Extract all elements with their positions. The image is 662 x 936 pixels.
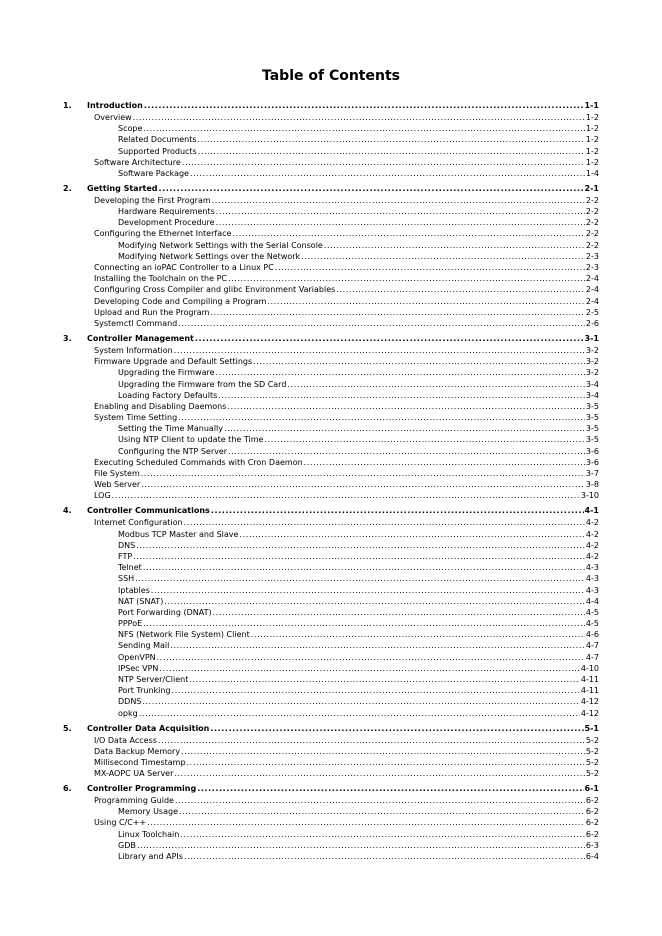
dot-leader xyxy=(197,783,583,795)
toc-entry[interactable] xyxy=(63,708,599,719)
dot-leader xyxy=(184,851,585,862)
toc-page-number: 4-3 xyxy=(585,585,599,595)
toc-entry-title: Setting the Time Manually xyxy=(118,424,224,434)
toc-entry[interactable] xyxy=(63,585,599,596)
toc-entry[interactable] xyxy=(63,379,599,390)
toc-page-number: 2-3 xyxy=(585,251,599,261)
toc-entry-title: Developing Code and Compiling a Program xyxy=(94,296,267,306)
toc-entry-title: PPPoE xyxy=(118,619,143,629)
toc-page-number: 2-2 xyxy=(585,218,599,228)
toc-page-number: 3-5 xyxy=(585,424,599,434)
toc-page-number: 4-2 xyxy=(585,529,599,539)
toc-entry-title: Using C/C++ xyxy=(94,818,147,828)
toc-entry-title: Data Backup Memory xyxy=(94,746,181,756)
toc-page-number: 3-5 xyxy=(585,413,599,423)
dot-leader xyxy=(178,412,585,423)
toc-page-number: 6-2 xyxy=(585,807,599,817)
toc-page-number: 1-2 xyxy=(585,135,599,145)
toc-entry[interactable] xyxy=(63,618,599,629)
toc-entry[interactable] xyxy=(63,146,599,157)
dot-leader xyxy=(182,157,585,168)
toc-page-number: 5-2 xyxy=(585,735,599,745)
toc-entry-title: Overview xyxy=(94,113,132,122)
toc-entry-title: System Information xyxy=(94,345,173,355)
dot-leader xyxy=(151,585,585,596)
toc-entry-title: Related Documents xyxy=(118,135,197,145)
toc-entry-title: Development Procedure xyxy=(118,218,215,228)
dot-leader xyxy=(137,840,585,851)
toc-entry[interactable] xyxy=(63,318,599,329)
toc-page-number: 4-2 xyxy=(585,518,599,528)
toc-entry[interactable] xyxy=(63,468,599,479)
dot-leader xyxy=(301,251,585,262)
dot-leader xyxy=(216,217,585,228)
toc-page-number: 6-3 xyxy=(585,840,599,850)
dot-leader xyxy=(170,640,585,651)
toc-page-number: 4-12 xyxy=(580,708,599,718)
toc-entry-title: Configuring the Ethernet Interface xyxy=(94,229,232,239)
toc-entry-title: GDB xyxy=(118,840,136,850)
toc-entry-title: NAT (SNAT) xyxy=(118,596,164,606)
toc-entry-title: Modifying Network Settings with the Serial Console xyxy=(118,240,323,250)
toc-entry[interactable] xyxy=(63,685,599,696)
toc-page-number: 4-5 xyxy=(585,619,599,629)
chapter-number: 3. xyxy=(63,333,72,343)
toc-entry[interactable] xyxy=(63,251,599,262)
toc-entry[interactable] xyxy=(63,795,599,806)
toc-entry[interactable] xyxy=(63,757,599,768)
toc-page-number: 2-4 xyxy=(585,274,599,284)
toc-entry[interactable] xyxy=(63,262,599,273)
toc-entry[interactable] xyxy=(63,529,599,540)
toc-entry-title: Modbus TCP Master and Slave xyxy=(118,529,239,539)
toc-page-number: 4-1 xyxy=(584,506,599,516)
toc-entry[interactable] xyxy=(63,746,599,757)
toc-page-number: 2-5 xyxy=(585,307,599,317)
toc-chapter-entry[interactable] xyxy=(63,723,599,735)
dot-leader xyxy=(144,100,584,112)
dot-leader xyxy=(164,596,585,607)
dot-leader xyxy=(159,663,579,674)
toc-entry[interactable] xyxy=(63,434,599,445)
toc-entry-title: Upgrading the Firmware from the SD Card xyxy=(118,379,287,389)
toc-page-number: 2-4 xyxy=(585,285,599,295)
dot-leader xyxy=(147,817,585,828)
toc-entry[interactable] xyxy=(63,296,599,307)
toc-page-number: 6-4 xyxy=(585,852,599,862)
toc-entry-title: Enabling and Disabling Daemons xyxy=(94,401,227,411)
dot-leader xyxy=(178,318,585,329)
toc-entry[interactable] xyxy=(63,240,599,251)
toc-entry-title: MX-AOPC UA Server xyxy=(94,769,174,779)
toc-page-number: 2-1 xyxy=(584,183,599,193)
toc-entry[interactable] xyxy=(63,652,599,663)
dot-leader xyxy=(195,333,584,345)
toc-entry-title: Getting Started xyxy=(87,183,158,193)
dot-leader xyxy=(224,423,585,434)
dot-leader xyxy=(141,479,585,490)
toc-page-number: 3-1 xyxy=(584,333,599,343)
dot-leader xyxy=(133,112,585,123)
chapter-number: 2. xyxy=(63,183,72,193)
dot-leader xyxy=(213,607,585,618)
toc-entry-title: LOG xyxy=(94,491,111,501)
dot-leader xyxy=(216,367,585,378)
toc-entry-title: Software Architecture xyxy=(94,157,181,167)
toc-entry[interactable] xyxy=(63,735,599,746)
toc-entry-title: Controller Data Acquisition xyxy=(87,723,210,733)
toc-entry[interactable] xyxy=(63,663,599,674)
dot-leader xyxy=(159,183,584,195)
chapter-number: 1. xyxy=(63,101,72,110)
toc-entry-title: Supported Products xyxy=(118,146,197,156)
dot-leader xyxy=(324,240,585,251)
toc-page-number: 3-8 xyxy=(585,480,599,490)
toc-chapter-entry[interactable] xyxy=(63,333,599,345)
dot-leader xyxy=(133,551,585,562)
page-title: Table of Contents xyxy=(261,68,400,84)
toc-entry-title: File System xyxy=(94,469,140,479)
toc-entry[interactable] xyxy=(63,123,599,134)
toc-entry-title: Upgrading the Firmware xyxy=(118,368,215,378)
toc-entry-title: Modifying Network Settings over the Network xyxy=(118,251,301,261)
toc-page-number: 5-2 xyxy=(585,769,599,779)
toc-entry-title: Linux Toolchain xyxy=(118,829,180,839)
toc-entry-title: Memory Usage xyxy=(118,807,179,817)
dot-leader xyxy=(136,540,585,551)
toc-entry[interactable] xyxy=(63,134,599,145)
toc-entry[interactable] xyxy=(63,273,599,284)
toc-page-number: 5-2 xyxy=(585,746,599,756)
toc-entry[interactable] xyxy=(63,596,599,607)
toc-entry-title: Upload and Run the Program xyxy=(94,307,210,317)
dot-leader xyxy=(143,123,585,134)
toc-entry-title: opkg xyxy=(118,708,138,718)
dot-leader xyxy=(174,768,585,779)
toc-entry-title: Software Package xyxy=(118,168,189,178)
toc-entry-title: Configuring the NTP Server xyxy=(118,446,228,456)
toc-page-number: 3-6 xyxy=(585,446,599,456)
dot-leader xyxy=(267,296,585,307)
toc-entry[interactable] xyxy=(63,206,599,217)
dot-leader xyxy=(304,457,585,468)
toc-entry[interactable] xyxy=(63,674,599,685)
toc-entry[interactable] xyxy=(63,195,599,206)
toc-entry-title: Port Forwarding (DNAT) xyxy=(118,607,212,617)
toc-page-number: 4-7 xyxy=(585,641,599,651)
toc-entry-title: Loading Factory Defaults xyxy=(118,390,218,400)
toc-entry-title: Library and APIs xyxy=(118,852,183,862)
toc-entry-title: System Time Setting xyxy=(94,413,178,423)
toc-chapter-entry[interactable] xyxy=(63,183,599,195)
toc-page-number: 3-7 xyxy=(585,469,599,479)
toc-page-number: 4-3 xyxy=(585,574,599,584)
toc-page-number: 4-5 xyxy=(585,607,599,617)
toc-page-number: 1-1 xyxy=(584,101,599,110)
toc-entry[interactable] xyxy=(63,228,599,239)
dot-leader xyxy=(181,746,585,757)
toc-entry[interactable] xyxy=(63,540,599,551)
toc-entry-title: Configuring Cross Compiler and glibc Environment Variables xyxy=(94,285,336,295)
toc-entry[interactable] xyxy=(63,490,599,501)
toc-entry[interactable] xyxy=(63,423,599,434)
toc-page-number: 3-10 xyxy=(580,491,599,501)
toc-entry[interactable] xyxy=(63,640,599,651)
dot-leader xyxy=(157,652,585,663)
toc-entry-title: Scope xyxy=(118,124,143,134)
toc-entry[interactable] xyxy=(63,168,599,179)
toc-page-number: 2-2 xyxy=(585,229,599,239)
toc-page-number: 2-2 xyxy=(585,240,599,250)
toc-entry[interactable] xyxy=(63,696,599,707)
toc-page-number: 1-4 xyxy=(585,168,599,178)
toc-page-number: 3-4 xyxy=(585,379,599,389)
dot-leader xyxy=(216,206,585,217)
toc-entry[interactable] xyxy=(63,367,599,378)
toc-entry-title: Web Server xyxy=(94,480,141,490)
toc-page-number: 2-6 xyxy=(585,318,599,328)
toc-entry-title: Introduction xyxy=(87,101,143,110)
toc-entry[interactable] xyxy=(63,112,599,123)
dot-leader xyxy=(187,757,585,768)
dot-leader xyxy=(218,390,585,401)
dot-leader xyxy=(142,696,579,707)
toc-page-number: 5-2 xyxy=(585,757,599,767)
dot-leader xyxy=(275,262,585,273)
toc-entry[interactable] xyxy=(63,768,599,779)
toc-page-number: 2-2 xyxy=(585,207,599,217)
table-of-contents xyxy=(63,100,599,862)
dot-leader xyxy=(251,629,585,640)
toc-page-number: 3-5 xyxy=(585,435,599,445)
toc-page-number: 3-5 xyxy=(585,401,599,411)
dot-leader xyxy=(135,573,585,584)
toc-entry-title: NFS (Network File System) Client xyxy=(118,630,250,640)
toc-entry-title: Developing the First Program xyxy=(94,195,211,205)
toc-page-number: 3-2 xyxy=(585,368,599,378)
toc-entry[interactable] xyxy=(63,284,599,295)
dot-leader xyxy=(210,723,583,735)
toc-entry-title: Internet Configuration xyxy=(94,518,183,528)
toc-entry[interactable] xyxy=(63,356,599,367)
chapter-number: 4. xyxy=(63,506,72,516)
toc-page-number: 4-2 xyxy=(585,540,599,550)
dot-leader xyxy=(184,517,585,528)
toc-entry-title: Hardware Requirements xyxy=(118,207,215,217)
toc-chapter-entry[interactable] xyxy=(63,783,599,795)
dot-leader xyxy=(253,356,585,367)
toc-entry[interactable] xyxy=(63,457,599,468)
toc-entry-title: Firmware Upgrade and Default Settings xyxy=(94,357,253,367)
toc-entry-title: SSH xyxy=(118,574,135,584)
toc-page-number: 4-10 xyxy=(580,663,599,673)
dot-leader xyxy=(287,379,585,390)
chapter-number: 5. xyxy=(63,723,72,733)
dot-leader xyxy=(175,795,585,806)
dot-leader xyxy=(139,708,580,719)
toc-entry-title: Controller Communications xyxy=(87,506,210,516)
toc-entry-title: DDNS xyxy=(118,697,142,707)
toc-entry[interactable] xyxy=(63,390,599,401)
toc-entry-title: I/O Data Access xyxy=(94,735,157,745)
toc-page-number: 1-2 xyxy=(585,124,599,134)
toc-entry-title: Executing Scheduled Commands with Cron Daemon xyxy=(94,457,303,467)
toc-page-number: 6-2 xyxy=(585,796,599,806)
dot-leader xyxy=(210,307,584,318)
dot-leader xyxy=(228,273,585,284)
dot-leader xyxy=(227,401,585,412)
toc-entry[interactable] xyxy=(63,345,599,356)
dot-leader xyxy=(143,618,585,629)
toc-entry[interactable] xyxy=(63,446,599,457)
toc-entry-title: Telnet xyxy=(118,563,142,573)
dot-leader xyxy=(336,284,585,295)
toc-entry-title: Systemctl Command xyxy=(94,318,178,328)
toc-entry[interactable] xyxy=(63,551,599,562)
toc-entry[interactable] xyxy=(63,517,599,528)
toc-entry-title: IPSec VPN xyxy=(118,663,159,673)
dot-leader xyxy=(158,735,585,746)
toc-entry[interactable] xyxy=(63,851,599,862)
chapter-number: 6. xyxy=(63,784,72,794)
dot-leader xyxy=(180,829,585,840)
toc-page-number: 6-1 xyxy=(584,784,599,794)
toc-entry-title: Controller Programming xyxy=(87,784,197,794)
toc-chapter-entry[interactable] xyxy=(63,100,599,112)
toc-page-number: 4-11 xyxy=(580,675,599,685)
toc-entry-title: Controller Management xyxy=(87,333,194,343)
toc-entry-title: DNS xyxy=(118,540,136,550)
toc-page-number: 4-6 xyxy=(585,630,599,640)
toc-page-number: 2-4 xyxy=(585,296,599,306)
toc-entry-title: Port Trunking xyxy=(118,686,171,696)
dot-leader xyxy=(174,345,585,356)
toc-page-number: 4-11 xyxy=(580,686,599,696)
toc-entry-title: NTP Server/Client xyxy=(118,675,189,685)
toc-page-number: 4-7 xyxy=(585,652,599,662)
toc-page-number: 3-2 xyxy=(585,357,599,367)
toc-page-number: 4-4 xyxy=(585,596,599,606)
toc-entry-title: FTP xyxy=(118,551,133,561)
toc-entry[interactable] xyxy=(63,607,599,618)
dot-leader xyxy=(179,806,585,817)
toc-page-number: 3-4 xyxy=(585,390,599,400)
toc-page-number: 2-2 xyxy=(585,195,599,205)
toc-page-number: 1-2 xyxy=(585,113,599,122)
toc-page-number: 3-2 xyxy=(585,345,599,355)
dot-leader xyxy=(198,134,585,145)
toc-entry-title: Installing the Toolchain on the PC xyxy=(94,274,228,284)
toc-entry[interactable] xyxy=(63,817,599,828)
dot-leader xyxy=(264,434,584,445)
toc-page-number: 3-6 xyxy=(585,457,599,467)
toc-page-number: 4-3 xyxy=(585,563,599,573)
toc-entry[interactable] xyxy=(63,629,599,640)
dot-leader xyxy=(172,685,580,696)
dot-leader xyxy=(189,674,580,685)
dot-leader xyxy=(141,468,585,479)
toc-entry[interactable] xyxy=(63,840,599,851)
toc-entry[interactable] xyxy=(63,829,599,840)
toc-page-number: 1-2 xyxy=(585,157,599,167)
toc-entry-title: OpenVPN xyxy=(118,652,156,662)
toc-page-number: 6-2 xyxy=(585,818,599,828)
toc-page-number: 5-1 xyxy=(584,723,599,733)
toc-entry-title: Millisecond Timestamp xyxy=(94,757,186,767)
toc-entry[interactable] xyxy=(63,562,599,573)
toc-page-number: 1-2 xyxy=(585,146,599,156)
toc-entry[interactable] xyxy=(63,217,599,228)
toc-entry[interactable] xyxy=(63,307,599,318)
toc-entry[interactable] xyxy=(63,573,599,584)
dot-leader xyxy=(228,446,585,457)
toc-entry-title: Iptables xyxy=(118,585,150,595)
toc-entry[interactable] xyxy=(63,806,599,817)
toc-entry[interactable] xyxy=(63,401,599,412)
toc-entry[interactable] xyxy=(63,412,599,423)
toc-page-number: 6-2 xyxy=(585,829,599,839)
toc-entry[interactable] xyxy=(63,479,599,490)
toc-chapter-entry[interactable] xyxy=(63,505,599,517)
toc-entry-title: Connecting an ioPAC Controller to a Linux PC xyxy=(94,263,274,273)
dot-leader xyxy=(232,228,584,239)
dot-leader xyxy=(239,529,585,540)
toc-entry-title: Using NTP Client to update the Time xyxy=(118,435,264,445)
toc-entry-title: Sending Mail xyxy=(118,641,170,651)
dot-leader xyxy=(190,168,585,179)
dot-leader xyxy=(198,146,585,157)
toc-entry-title: Programming Guide xyxy=(94,796,174,806)
dot-leader xyxy=(211,505,584,517)
dot-leader xyxy=(143,562,585,573)
dot-leader xyxy=(212,195,585,206)
toc-page-number: 4-12 xyxy=(580,697,599,707)
toc-entry[interactable] xyxy=(63,157,599,168)
toc-page-number: 2-3 xyxy=(585,263,599,273)
toc-page-number: 4-2 xyxy=(585,551,599,561)
dot-leader xyxy=(112,490,580,501)
